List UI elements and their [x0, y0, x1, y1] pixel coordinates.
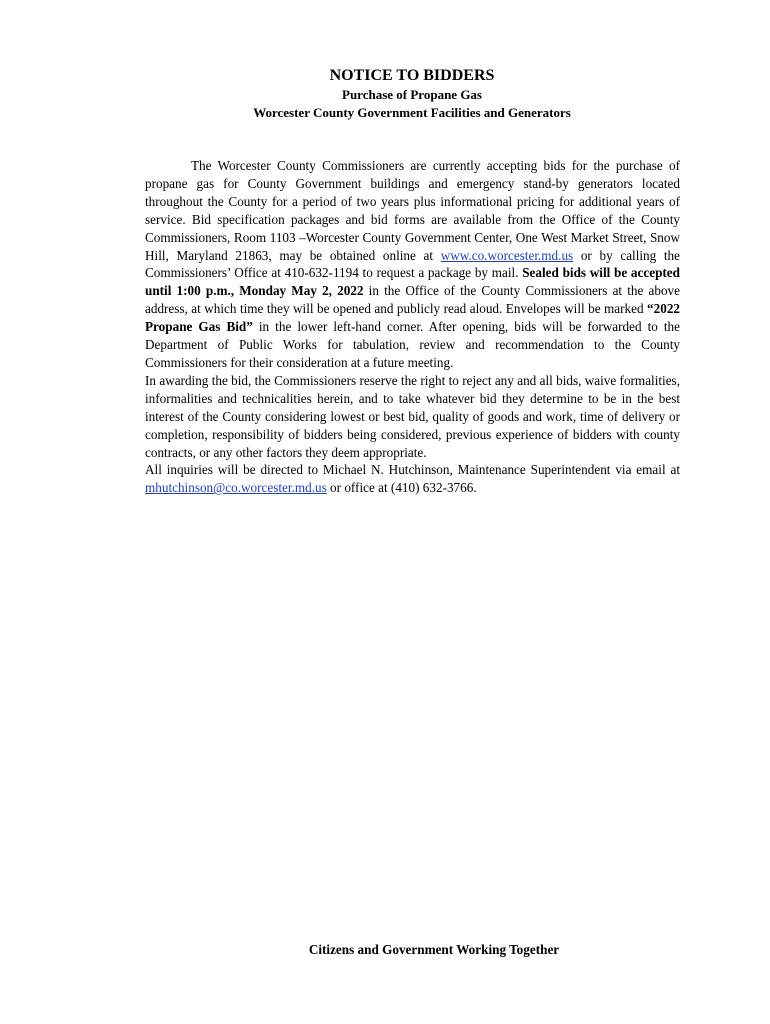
envelope-marking: “2022 Propane Gas Bid” — [145, 301, 680, 335]
website-link[interactable]: www.co.worcester.md.us — [440, 247, 574, 263]
paragraph-text: in the lower left-hand corner. After opening, bids will be forwarded to the Department of Public Works for tabulation, review and recommendation to the County Commissioners for their consideration at a future meeting. — [145, 319, 680, 370]
page-title: NOTICE TO BIDDERS — [329, 67, 495, 84]
paragraph-bid-details — [145, 157, 680, 372]
subtitle-purchase: Purchase of Propane Gas — [342, 87, 482, 102]
paragraph-award-terms: In awarding the bid, the Commissioners reserve the right to reject any and all bids, waive formalities, informalities and technicalities herein, and to take whatever bid they determine to be in the best interest of the County considering lowest or best bid, quality of goods and work, time of delivery or completion, responsibility of bidders being considered, previous experience of bidders with county contracts, or any other factors they deem appropriate. — [145, 372, 680, 460]
paragraph-text: All inquiries will be directed to Michael N. Hutchinson, Maintenance Superintendent via email at — [145, 462, 680, 478]
email-link[interactable]: mhutchinson@co.worcester.md.us — [145, 480, 327, 496]
paragraph-text: or office at (410) 632-3766. — [326, 480, 477, 496]
subtitle-facilities: Worcester County Government Facilities and Generators — [253, 105, 571, 120]
notice-header — [0, 66, 770, 122]
paragraph-text: or by calling the Commissioners’ Office at 410-632-1194 to request a package by mail. — [145, 247, 681, 281]
notice-body — [145, 157, 680, 497]
paragraph-text: The Worcester County Commissioners are currently accepting bids for the purchase of propane gas for County Government buildings and emergency stand-by generators located throughout the County for a period of two years plus informational pricing for additional years of service. Bid specification packages and bid forms are available from the Office of the County Commissioners, Room 1103 –Worcester County Government Center, One West Market Street, Snow Hill, Maryland 21863, may be obtained online at — [145, 158, 680, 263]
paragraph-text: in the Office of the County Commissioners at the above address, at which time they will be opened and publicly read aloud. Envelopes will be marked — [145, 283, 680, 317]
footer-tagline: Citizens and Government Working Together — [308, 942, 560, 957]
bid-deadline: Sealed bids will be accepted until 1:00 p.m., Monday May 2, 2022 — [145, 265, 680, 299]
paragraph-inquiries — [145, 461, 680, 497]
